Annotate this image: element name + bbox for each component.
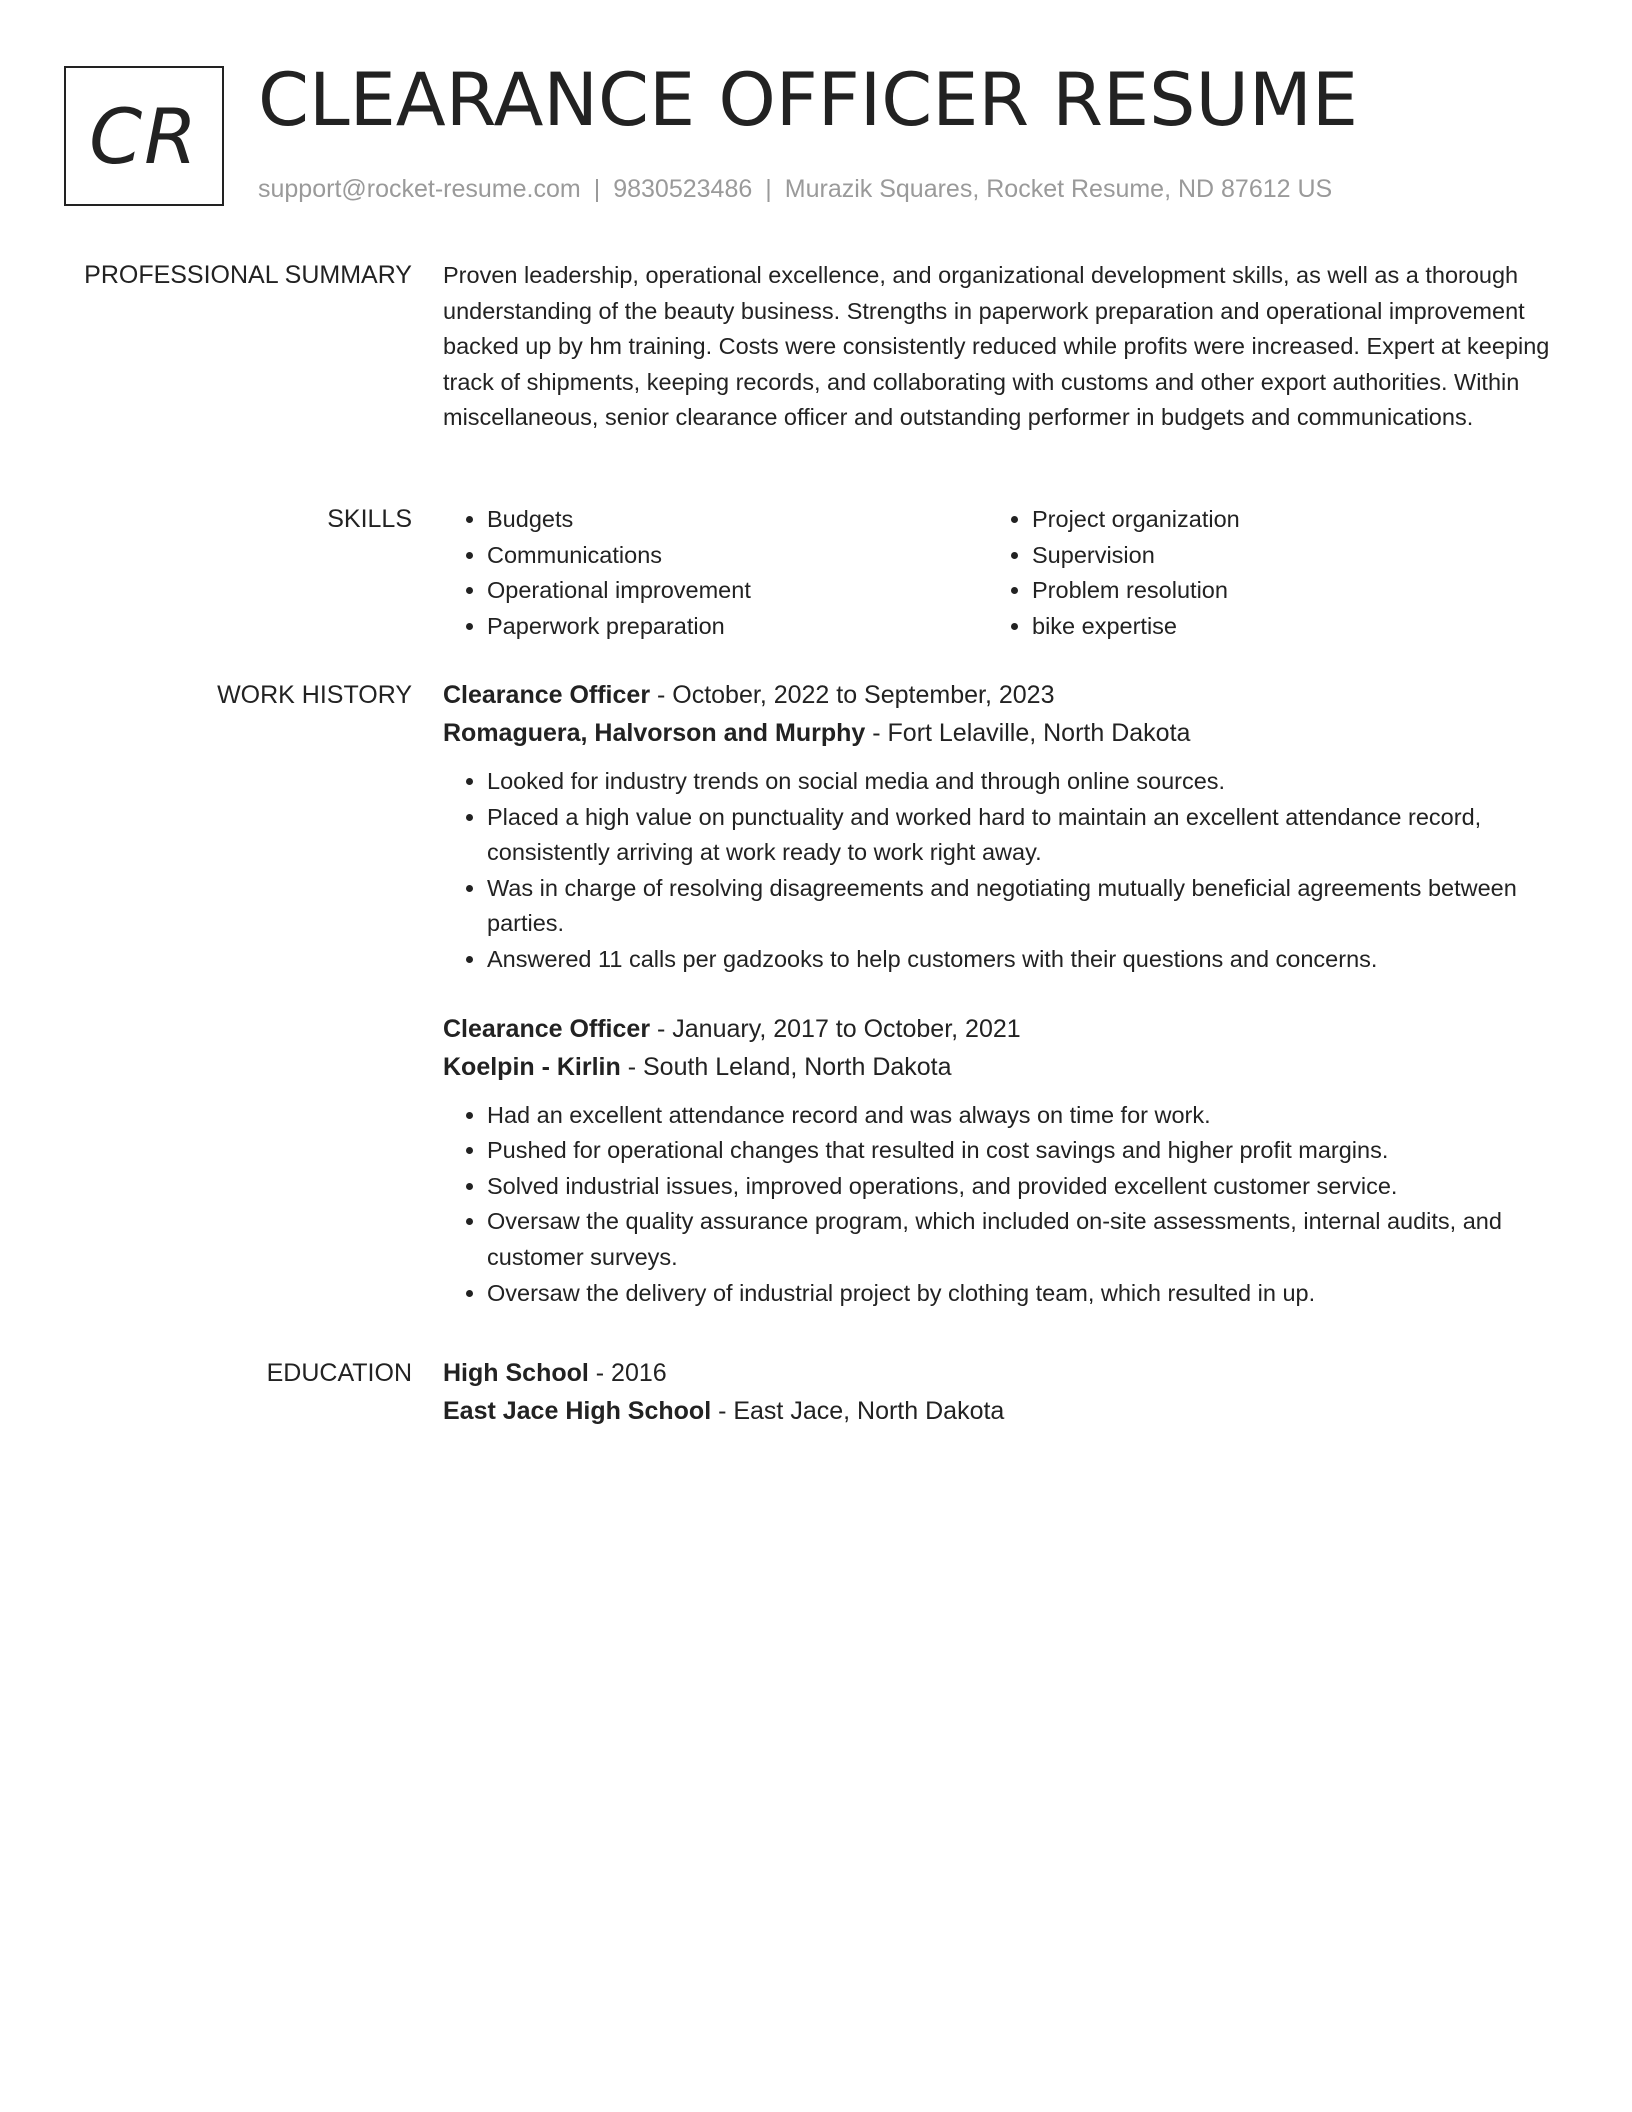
contact-email: support@rocket-resume.com	[258, 175, 581, 203]
job-bullet: • Looked for industry trends on social media and through online sources.	[487, 764, 1553, 800]
education-heading: EDUCATION	[266, 1359, 412, 1387]
skill-item: • Operational improvement	[487, 573, 988, 609]
job-bullet: • Solved industrial issues, improved operations, and provided excellent customer service.	[487, 1169, 1553, 1205]
job-title: Clearance Officer	[443, 681, 651, 709]
job-bullet: • Pushed for operational changes that resulted in cost savings and higher profit margins.	[487, 1133, 1553, 1169]
education-location: - East Jace, North Dakota	[711, 1397, 1005, 1425]
skill-item: • Project organization	[1032, 502, 1533, 538]
work-history-heading: WORK HISTORY	[217, 681, 412, 709]
contact-line	[258, 172, 1332, 206]
education-year: - 2016	[588, 1359, 667, 1387]
skill-item: • Communications	[487, 538, 988, 574]
summary-text: Proven leadership, operational excellence, and organizational development skills, as well as a thorough understanding of the beauty business. Strengths in paperwork preparation and operational improvement backed up by hm training. Costs were consistently reduced while profits were increased. Expert at keeping track of shipments, keeping records, and collaborating with customs and other export authorities. Within miscellaneous, senior clearance officer and outstanding performer in budgets and communications.	[443, 262, 1550, 431]
skills-grid	[443, 502, 1553, 644]
contact-phone: 9830523486	[613, 175, 753, 203]
skills-list-left	[443, 502, 988, 644]
job-title-line	[443, 1010, 1553, 1048]
education-degree-line	[443, 1354, 1553, 1392]
contact-address: Murazik Squares, Rocket Resume, ND 87612 US	[784, 175, 1333, 203]
work-history-body	[443, 676, 1553, 1311]
education-school: East Jace High School	[443, 1397, 712, 1425]
skills-column-right	[988, 502, 1533, 644]
job-title: Clearance Officer	[443, 1014, 651, 1043]
job-bullet: • Oversaw the delivery of industrial project by clothing team, which resulted in up.	[487, 1276, 1553, 1312]
job-bullet: • Had an excellent attendance record and was always on time for work.	[487, 1098, 1553, 1134]
skills-heading: SKILLS	[327, 505, 412, 533]
skill-item: • bike expertise	[1032, 609, 1533, 645]
skill-item: • Budgets	[487, 502, 988, 538]
job-bullet: • Was in charge of resolving disagreements and negotiating mutually beneficial agreements between parties.	[487, 871, 1553, 942]
summary-heading: PROFESSIONAL SUMMARY	[84, 261, 412, 289]
job-bullet: • Oversaw the quality assurance program, which included on-site assessments, internal audits, and customer surveys.	[487, 1204, 1553, 1275]
job-entry	[443, 676, 1553, 978]
skill-item: • Problem resolution	[1032, 573, 1533, 609]
job-dates: - January, 2017 to October, 2021	[650, 1014, 1021, 1043]
job-bullets	[443, 1098, 1553, 1312]
job-bullets	[443, 764, 1553, 978]
skill-item: • Paperwork preparation	[487, 609, 988, 645]
job-company-line	[443, 714, 1553, 752]
contact-separator: |	[593, 175, 601, 203]
summary-body	[443, 258, 1553, 436]
contact-separator: |	[765, 175, 772, 203]
job-bullet: • Answered 11 calls per gadzooks to help customers with their questions and concerns.	[487, 942, 1553, 978]
job-location: - Fort Lelaville, North Dakota	[865, 719, 1191, 747]
job-title-line	[443, 676, 1553, 714]
monogram-logo	[64, 66, 224, 206]
job-entry	[443, 1010, 1553, 1312]
job-company: Koelpin - Kirlin	[443, 1052, 621, 1081]
monogram-text: CR	[89, 91, 199, 181]
skills-column-left	[443, 502, 988, 644]
job-company: Romaguera, Halvorson and Murphy	[443, 719, 866, 747]
job-location: - South Leland, North Dakota	[620, 1052, 952, 1081]
education-degree: High School	[443, 1359, 589, 1387]
education-school-line	[443, 1392, 1553, 1430]
job-company-line	[443, 1048, 1553, 1086]
skills-list-right	[988, 502, 1533, 644]
resume-title: CLEARANCE OFFICER RESUME	[258, 58, 1359, 143]
skill-item: • Supervision	[1032, 538, 1533, 574]
job-dates: - October, 2022 to September, 2023	[650, 681, 1055, 709]
job-bullet: • Placed a high value on punctuality and worked hard to maintain an excellent attendance record, consistently arriving at work ready to work right away.	[487, 800, 1553, 871]
education-body	[443, 1354, 1553, 1430]
